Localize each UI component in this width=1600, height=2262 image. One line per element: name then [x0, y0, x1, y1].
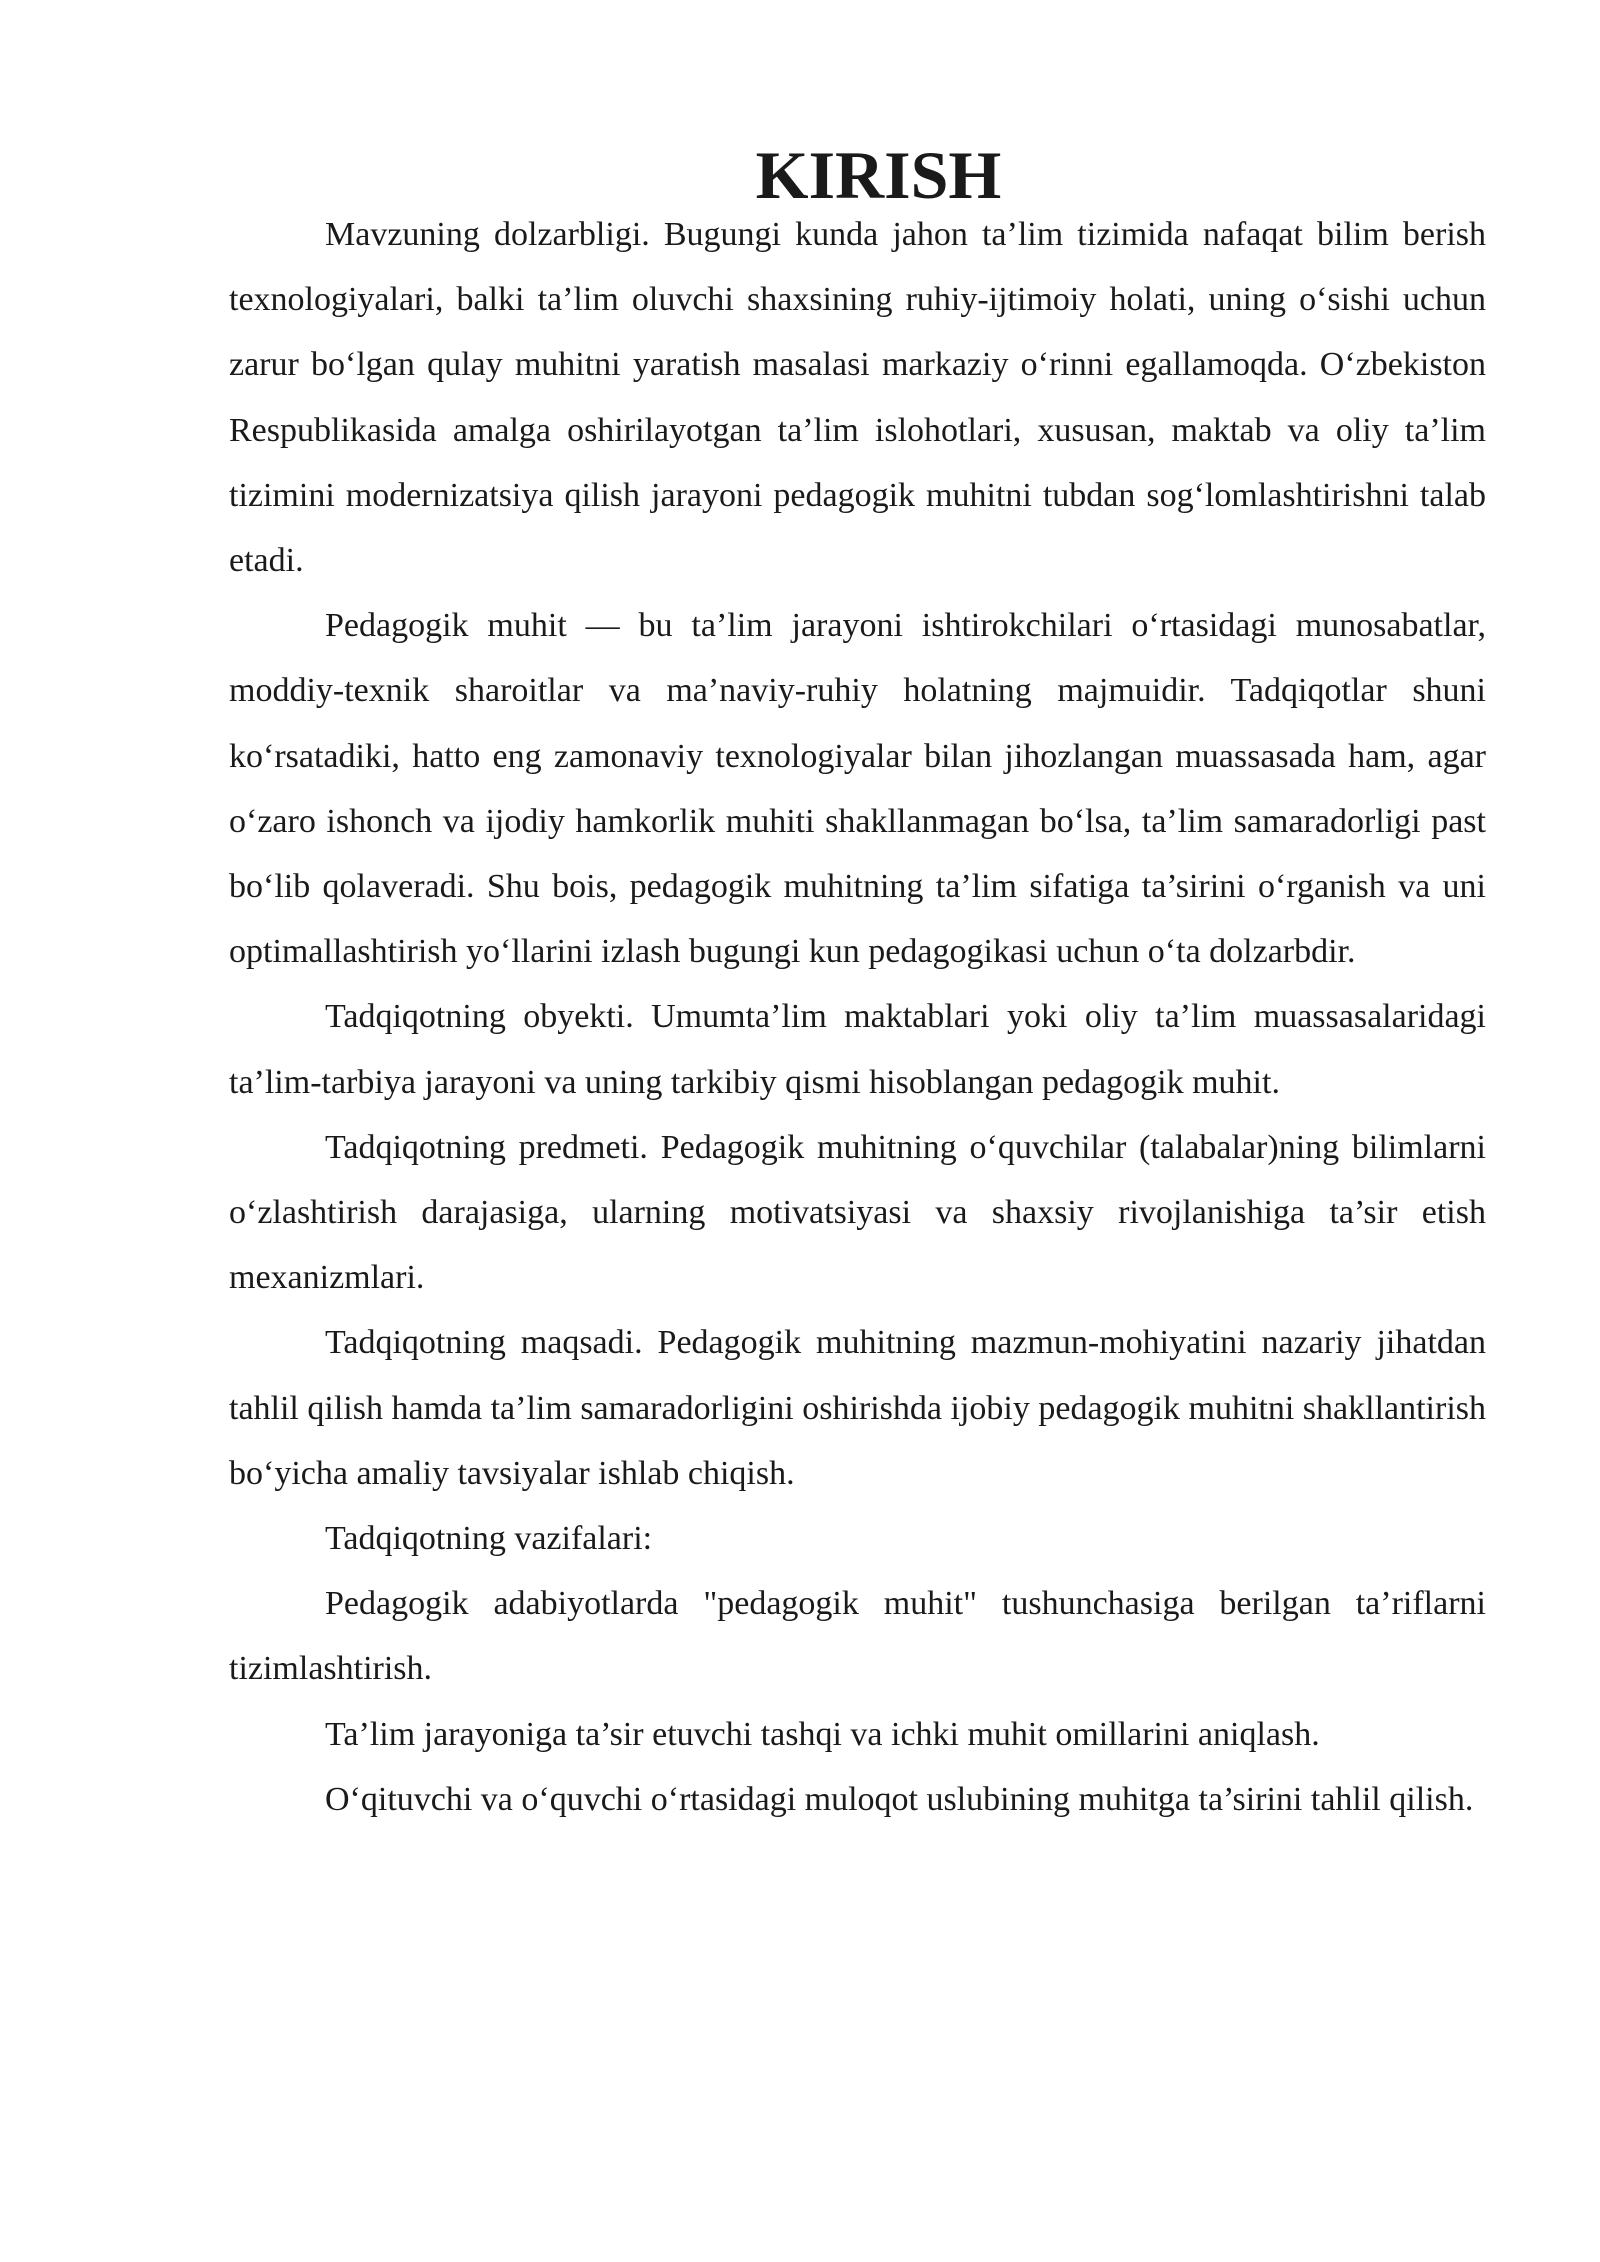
paragraph-research-object: Tadqiqotning obyekti. Umumta’lim maktablari yoki oliy ta’lim muassasalaridagi ta’lim-tarbiya jarayoni va uning tarkibiy qismi hisoblangan pedagogik muhit. [229, 998, 1486, 1101]
page-title: KIRISH [755, 137, 1002, 213]
paragraph-pedagogical-environment: Pedagogik muhit — bu ta’lim jarayoni ishtirokchilari o‘rtasidagi munosabatlar, moddiy-texnik sharoitlar va ma’naviy-ruhiy holatning majmuidir. Tadqiqotlar shuni ko‘rsatadiki, hatto eng zamonaviy texnologiyalar bilan jihozlangan muassasada ham, agar o‘zaro ishonch va ijodiy hamkorlik muhiti shakllanmagan bo‘lsa, ta’lim samaradorligi past bo‘lib qolaveradi. Shu bois, pedagogik muhitning ta’lim sifatiga ta’sirini o‘rganish va uni optimallashtirish yo‘llarini izlash bugungi kun pedagogikasi uchun o‘ta dolzarbdir. [229, 607, 1486, 971]
paragraph-research-tasks-heading: Tadqiqotning vazifalari: [325, 1520, 653, 1558]
paragraph-relevance: Mavzuning dolzarbligi. Bugungi kunda jahon ta’lim tizimida nafaqat bilim berish texnologiyalari, balki ta’lim oluvchi shaxsining ruhiy-ijtimoiy holati, uning o‘sishi uchun zarur bo‘lgan qulay muhitni yaratish masalasi markaziy o‘rinni egallamoqda. O‘zbekiston Respublikasida amalga oshirilayotgan ta’lim islohotlari, xususan, maktab va oliy ta’lim tizimini modernizatsiya qilish jarayoni pedagogik muhitni tubdan sog‘lomlashtirishni talab etadi. [229, 216, 1486, 580]
paragraph-task-1: Pedagogik adabiyotlarda "pedagogik muhit" tushunchasiga berilgan ta’riflarni tizimlashtirish. [229, 1585, 1486, 1688]
document-body [229, 137, 1486, 1832]
paragraph-task-3: O‘qituvchi va o‘quvchi o‘rtasidagi muloqot uslubining muhitga ta’sirini tahlil qilish. [325, 1780, 1474, 1818]
paragraph-research-goal: Tadqiqotning maqsadi. Pedagogik muhitning mazmun-mohiyatini nazariy jihatdan tahlil qilish hamda ta’lim samaradorligini oshirishda ijobiy pedagogik muhitni shakllantirish bo‘yicha amaliy tavsiyalar ishlab chiqish. [229, 1324, 1486, 1492]
paragraph-research-subject: Tadqiqotning predmeti. Pedagogik muhitning o‘quvchilar (talabalar)ning bilimlarni o‘zlashtirish darajasiga, ularning motivatsiyasi va shaxsiy rivojlanishiga ta’sir etish mexanizmlari. [229, 1128, 1486, 1297]
paragraph-task-2: Ta’lim jarayoniga ta’sir etuvchi tashqi va ichki muhit omillarini aniqlash. [325, 1715, 1320, 1753]
